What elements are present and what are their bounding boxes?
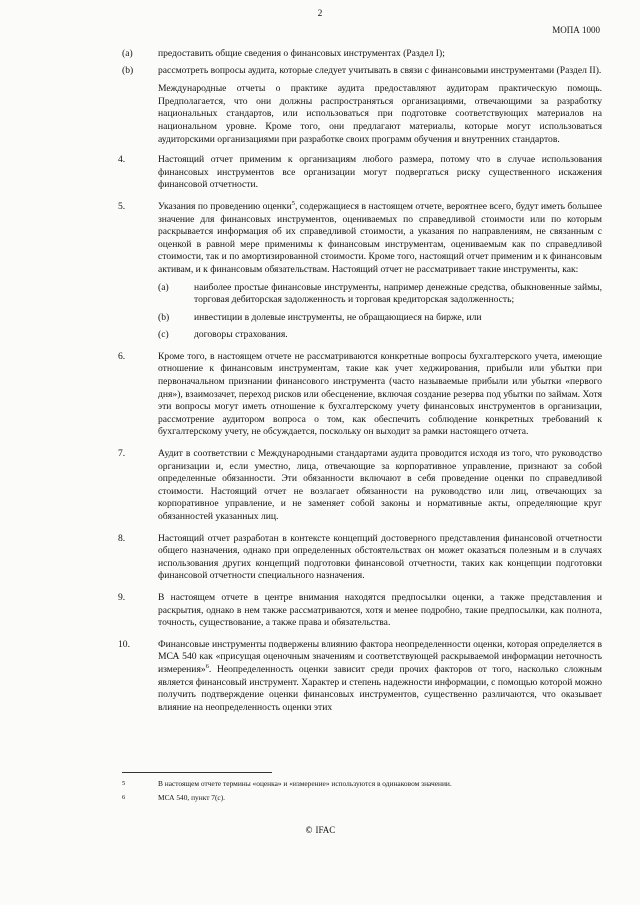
list-text: договоры страхования.	[194, 329, 288, 341]
paragraph-text: Настоящий отчет разработан в контексте концепций достоверного представления финансовой отчетности общего назначения, однако при определенных обстоятельствах он может оказаться полезным и в случаях использования других концепций подготовки финансовой отчетности, таких как концепции подготовки финансовой отчетности специального назначения.	[158, 532, 602, 582]
paragraph-number: 9.	[118, 591, 126, 603]
footnotes	[122, 778, 602, 806]
footnote-ref: 6	[205, 662, 209, 670]
paragraph-text	[158, 201, 602, 277]
copyright-footer	[0, 824, 640, 838]
list-label: (b)	[122, 64, 134, 76]
paragraph-number: 10.	[118, 638, 130, 650]
paragraph-number: 7.	[118, 448, 126, 460]
paragraph-10	[118, 638, 602, 715]
list-item	[158, 282, 602, 307]
footnote-ref: 5	[291, 199, 295, 207]
paragraph-text: Аудит в соответствии с Международными стандартами аудита проводится исходя из того, что руководство организации и, если уместно, лица, отвечающие за корпоративное управление, признают за собой определенные обязанности. Эти обязанности включают в себя проведение оценки по справедливой стоимости. Настоящий отчет не возлагает обязанности на руководство или лиц, отвечающих за корпоративное управление, и не заменяет собой законы и нормативные акты, определяющие круг обязанностей указанных лиц.	[158, 448, 602, 522]
paragraph-number: 8.	[118, 532, 126, 544]
paragraph-text: Кроме того, в настоящем отчете не рассматриваются конкретные вопросы бухгалтерского учета, имеющие отношение к финансовым инструментам, такие как учет хеджирования, прибыли или убытки при первоначальном признании финансового инструмента (часто называемые прибыли или убытки «первого дня»), взаимозачет, переход рисков или обесценение, включая создание резерва под убытки по займам. Хотя эти вопросы могут иметь отношение к бухгалтерскому учету финансовых инструментов в организации, рассмотрение аудитором вопроса о том, как обеспечить соблюдение конкретных требований к бухгалтерскому учету, не обсуждается, поскольку он выходит за рамки настоящего отчета.	[158, 350, 602, 438]
footnote-text: МСА 540, пункт 7(c).	[158, 793, 226, 802]
paragraph-4	[118, 154, 602, 192]
copyright-org: IFAC	[315, 825, 336, 835]
list-item	[158, 329, 602, 342]
footnote	[122, 792, 602, 803]
footnote	[122, 778, 602, 789]
list-item	[158, 312, 602, 325]
list-label: (a)	[158, 281, 169, 293]
list-label: (a)	[122, 48, 133, 59]
paragraph-7	[118, 448, 602, 524]
footnote-divider	[122, 772, 272, 773]
paragraph-text-part: Указания по проведению оценки	[158, 200, 292, 212]
intro-paragraph: Международные отчеты о практике аудита предоставляют аудиторам практическую помощь. Предполагается, что они должны распространяться организациями, отвечающими за разработку национальных стандартов, или использоваться при подготовке соответствующих материалов на национальном уровне. Кроме того, они предлагают материалы, которые могут использоваться аудиторскими организациями при разработке своих программ обучения и внутренних стандартов.	[158, 83, 602, 145]
list-label: (b)	[158, 311, 170, 323]
paragraph-text-part: Финансовые инструменты подвержены влиянию фактора неопределенности оценки, которая определяется в МСА 540 как «присущая оценочным значениям и соответствующей раскрываемой информации неточность измерения»	[158, 638, 602, 675]
intro-list-item	[122, 48, 602, 61]
paragraph-text	[158, 639, 602, 715]
list-text: предоставить общие сведения о финансовых инструментах (Раздел I);	[158, 48, 445, 59]
paragraph-6	[118, 350, 602, 439]
list-text: инвестиции в долевые инструменты, не обращающиеся на бирже, или	[194, 311, 482, 323]
paragraph-number: 6.	[118, 350, 126, 362]
intro-list-item	[122, 65, 602, 78]
list-text: наиболее простые финансовые инструменты, например денежные средства, обыкновенные займы, торговая дебиторская задолженность и торговая кредиторская задолженность;	[194, 281, 602, 306]
paragraph-8	[118, 532, 602, 583]
paragraph-number: 4.	[118, 154, 126, 166]
paragraph-text: В настоящем отчете в центре внимания находятся предпосылки оценки, а также представления и раскрытия, однако в нем также рассматриваются, хотя и менее подробно, такие предпосылки, как полнота, точность, существование, а также права и обязательства.	[158, 591, 602, 629]
footnote-number: 6	[122, 794, 126, 801]
footnote-text: В настоящем отчете термины «оценка» и «измерение» используются в одинаковом значении.	[158, 779, 452, 788]
paragraph-text-part: , содержащиеся в настоящем отчете, вероятнее всего, будут иметь большее значение для финансовых инструментов, оцениваемых по справедливой стоимости или по которым раскрывается информация об их справедливой стоимости, а указания по направлениям, не связанным с оценкой в равной мере применимы к финансовым инструментам, оцениваемым как по справедливой стоимости, так и по амортизированной стоимости. Кроме того, настоящий отчет применим и к финансовым активам, и к финансовым обязательствам. Настоящий отчет не рассматривает такие инструменты, как:	[158, 200, 602, 275]
footnote-number: 5	[122, 780, 126, 787]
document-id: МОПА 1000	[552, 25, 600, 35]
copyright-icon: ©	[304, 826, 314, 836]
paragraph-text: Настоящий отчет применим к организациям любого размера, потому что в случае использования финансовых инструментов все организации могут подвергаться риску существенного искажения финансовой отчетности.	[158, 154, 602, 191]
paragraph-text-part: . Неопределенность оценки зависит среди прочих факторов от того, насколько сложным является финансовый инструмент. Характер и степень надежности информации, с помощью которой можно получить подтверждение оценки финансовых инструментов, существенно различаются, что оказывает влияние на неопределенность оценки этих	[158, 663, 602, 713]
page-number: 2	[317, 9, 323, 19]
document-body	[118, 48, 602, 723]
list-label: (c)	[158, 329, 169, 341]
list-text: рассмотреть вопросы аудита, которые следует учитывать в связи с финансовыми инструментами (Раздел II).	[158, 64, 602, 76]
paragraph-9	[118, 591, 602, 630]
paragraph-5	[118, 199, 602, 342]
paragraph-number: 5.	[118, 200, 126, 212]
